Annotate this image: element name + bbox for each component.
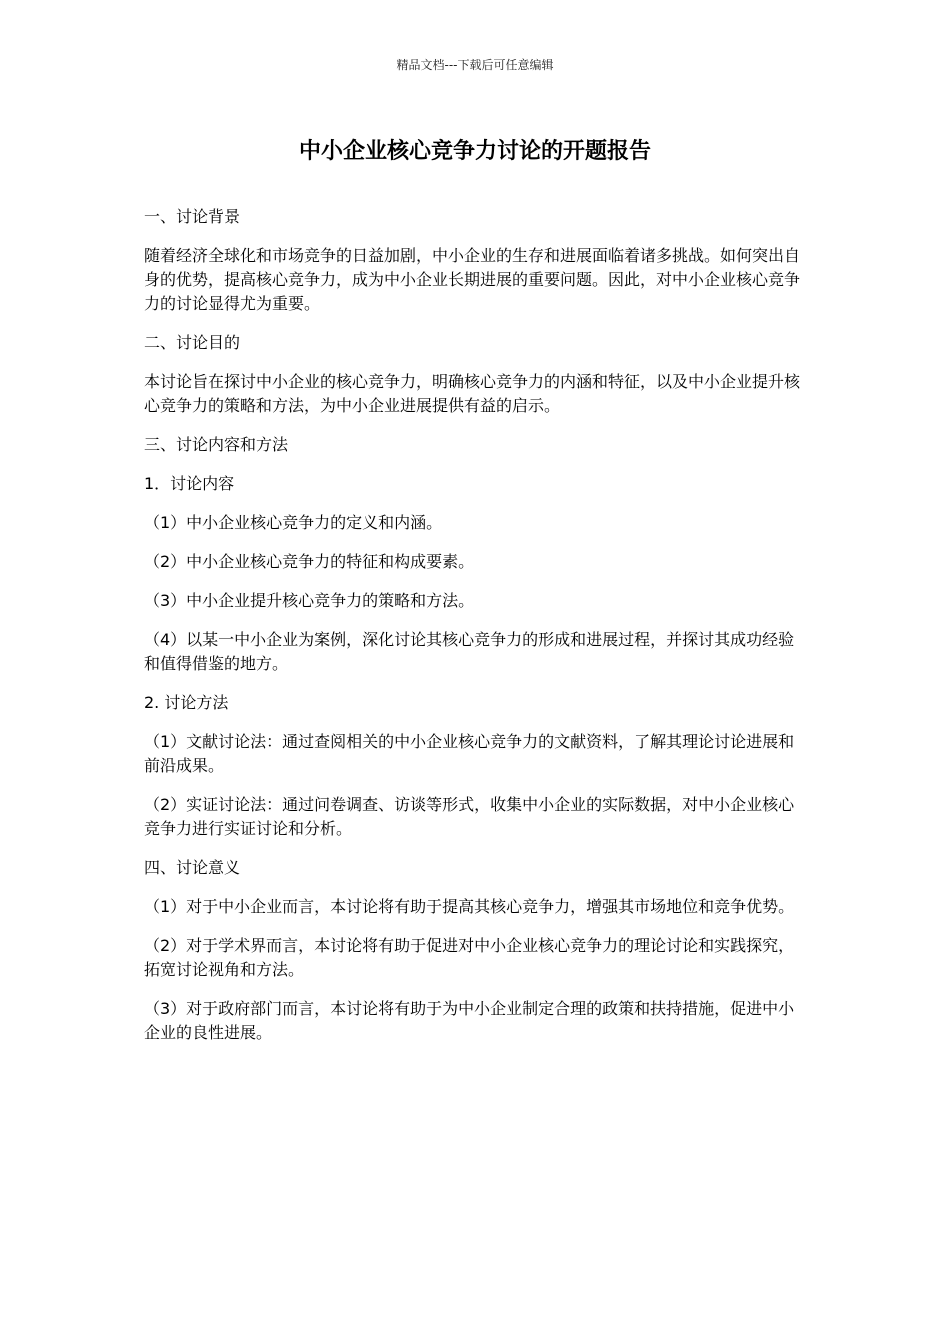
significance-item-2: （2）对于学术界而言，本讨论将有助于促进对中小企业核心竞争力的理论讨论和实践探究，拓宽讨论视角和方法。 (144, 936, 795, 979)
significance-item-3: （3）对于政府部门而言，本讨论将有助于为中小企业制定合理的政策和扶持措施，促进中小企业的良性进展。 (144, 999, 795, 1042)
document-title: 中小企业核心竞争力讨论的开题报告 (298, 139, 651, 164)
method-item-1: （1）文献讨论法：通过查阅相关的中小企业核心竞争力的文献资料，了解其理论讨论进展和前沿成果。 (144, 732, 795, 775)
background-paragraph: 随着经济全球化和市场竞争的日益加剧，中小企业的生存和进展面临着诸多挑战。如何突出自身的优势，提高核心竞争力，成为中小企业长期进展的重要问题。因此，对中小企业核心竞争力的讨论显得尤为重要。 (144, 246, 801, 313)
header-note: 精品文档---下载后可任意编辑 (396, 58, 554, 72)
content-item-1: （1）中小企业核心竞争力的定义和内涵。 (144, 513, 443, 532)
document-body (144, 205, 808, 1060)
content-item-4: （4）以某一中小企业为案例，深化讨论其核心竞争力的形成和进展过程，并探讨其成功经验和值得借鉴的地方。 (144, 630, 795, 673)
section-heading-significance: 四、讨论意义 (144, 858, 241, 877)
content-item-2: （2）中小企业核心竞争力的特征和构成要素。 (144, 552, 475, 571)
subheading-content: 1．讨论内容 (144, 474, 235, 493)
content-item-3: （3）中小企业提升核心竞争力的策略和方法。 (144, 591, 475, 610)
subheading-method: 2. 讨论方法 (144, 693, 229, 712)
section-heading-content-method: 三、讨论内容和方法 (144, 435, 289, 454)
purpose-paragraph: 本讨论旨在探讨中小企业的核心竞争力，明确核心竞争力的内涵和特征，以及中小企业提升核心竞争力的策略和方法，为中小企业进展提供有益的启示。 (144, 372, 801, 415)
method-item-2: （2）实证讨论法：通过问卷调查、访谈等形式，收集中小企业的实际数据，对中小企业核心竞争力进行实证讨论和分析。 (144, 795, 795, 838)
section-heading-purpose: 二、讨论目的 (144, 333, 241, 352)
section-heading-background: 一、讨论背景 (144, 207, 241, 226)
significance-item-1: （1）对于中小企业而言，本讨论将有助于提高其核心竞争力，增强其市场地位和竞争优势。 (144, 897, 795, 916)
